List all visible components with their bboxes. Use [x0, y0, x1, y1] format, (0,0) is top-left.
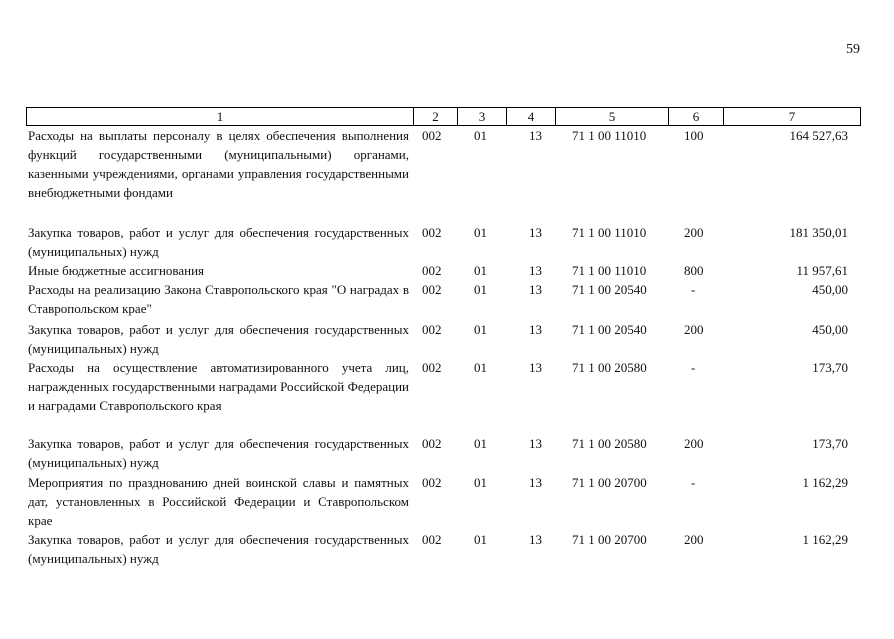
row-col-4: 13 — [529, 475, 542, 490]
row-col-6: 200 — [684, 322, 704, 337]
row-description: Закупка товаров, работ и услуг для обеспечения государственных (муниципальных) нужд — [28, 322, 409, 356]
row-col-6: - — [691, 282, 696, 297]
row-col-7: 1 162,29 — [802, 532, 848, 547]
row-description: Закупка товаров, работ и услуг для обеспечения государственных (муниципальных) нужд — [28, 225, 409, 259]
row-col-7: 181 350,01 — [789, 225, 848, 240]
row-col-7: 1 162,29 — [802, 475, 848, 490]
row-col-6: 800 — [684, 263, 704, 278]
row-col-2: 002 — [422, 282, 442, 297]
row-description: Иные бюджетные ассигнования — [28, 263, 205, 278]
row-col-7: 173,70 — [812, 436, 848, 451]
row-col-2: 002 — [422, 128, 442, 143]
row-col-4: 13 — [529, 282, 542, 297]
row-col-5: 71 1 00 20540 — [572, 322, 647, 337]
row-description: Мероприятия по празднованию дней воинской славы и памятных дат, установленных в Российской Федерации и Ставропольском крае — [28, 475, 409, 528]
row-col-7: 164 527,63 — [789, 128, 848, 143]
row-col-4: 13 — [529, 360, 542, 375]
row-col-3: 01 — [474, 532, 487, 547]
row-col-5: 71 1 00 11010 — [572, 225, 647, 240]
row-description: Закупка товаров, работ и услуг для обеспечения государственных (муниципальных) нужд — [28, 436, 409, 470]
row-description: Закупка товаров, работ и услуг для обеспечения государственных (муниципальных) нужд — [28, 532, 409, 566]
row-col-3: 01 — [474, 282, 487, 297]
header-col-1: 1 — [27, 108, 414, 126]
row-col-4: 13 — [529, 128, 542, 143]
row-col-6: - — [691, 360, 696, 375]
row-col-5: 71 1 00 20580 — [572, 360, 647, 375]
row-col-5: 71 1 00 20580 — [572, 436, 647, 451]
row-col-3: 01 — [474, 360, 487, 375]
header-col-5: 5 — [556, 108, 669, 126]
row-col-5: 71 1 00 11010 — [572, 128, 647, 143]
column-header-table — [26, 107, 861, 126]
row-col-4: 13 — [529, 225, 542, 240]
header-col-4: 4 — [507, 108, 556, 126]
row-col-2: 002 — [422, 475, 442, 490]
row-col-4: 13 — [529, 532, 542, 547]
row-description: Расходы на реализацию Закона Ставропольского края "О наградах в Ставропольском крае" — [28, 282, 409, 316]
header-row — [27, 108, 861, 126]
header-col-7: 7 — [724, 108, 861, 126]
row-col-2: 002 — [422, 360, 442, 375]
row-description: Расходы на осуществление автоматизированного учета лиц, награжденных государственными наградами Российской Федерации и наградами Ставропольского края — [28, 360, 409, 413]
row-col-5: 71 1 00 20700 — [572, 475, 647, 490]
row-col-3: 01 — [474, 263, 487, 278]
header-col-2: 2 — [414, 108, 458, 126]
header-col-3: 3 — [458, 108, 507, 126]
row-col-5: 71 1 00 11010 — [572, 263, 647, 278]
row-col-3: 01 — [474, 322, 487, 337]
page-number: 59 — [846, 42, 860, 57]
row-col-3: 01 — [474, 128, 487, 143]
row-col-3: 01 — [474, 475, 487, 490]
row-col-6: 200 — [684, 436, 704, 451]
row-col-6: - — [691, 475, 696, 490]
row-col-2: 002 — [422, 532, 442, 547]
row-col-4: 13 — [529, 436, 542, 451]
row-col-6: 200 — [684, 532, 704, 547]
row-col-2: 002 — [422, 225, 442, 240]
row-col-6: 200 — [684, 225, 704, 240]
row-col-3: 01 — [474, 436, 487, 451]
row-description: Расходы на выплаты персоналу в целях обеспечения выполнения функций государственными (муниципальными) органами, казенными учреждениями, органами управления государственными внебюджетными фондами — [28, 128, 409, 200]
row-col-6: 100 — [684, 128, 704, 143]
row-col-5: 71 1 00 20540 — [572, 282, 647, 297]
row-col-4: 13 — [529, 322, 542, 337]
row-col-7: 450,00 — [812, 322, 848, 337]
row-col-2: 002 — [422, 263, 442, 278]
row-col-2: 002 — [422, 322, 442, 337]
row-col-7: 450,00 — [812, 282, 848, 297]
row-col-7: 173,70 — [812, 360, 848, 375]
row-col-7: 11 957,61 — [796, 263, 848, 278]
row-col-4: 13 — [529, 263, 542, 278]
header-col-6: 6 — [669, 108, 724, 126]
row-col-2: 002 — [422, 436, 442, 451]
row-col-3: 01 — [474, 225, 487, 240]
row-col-5: 71 1 00 20700 — [572, 532, 647, 547]
